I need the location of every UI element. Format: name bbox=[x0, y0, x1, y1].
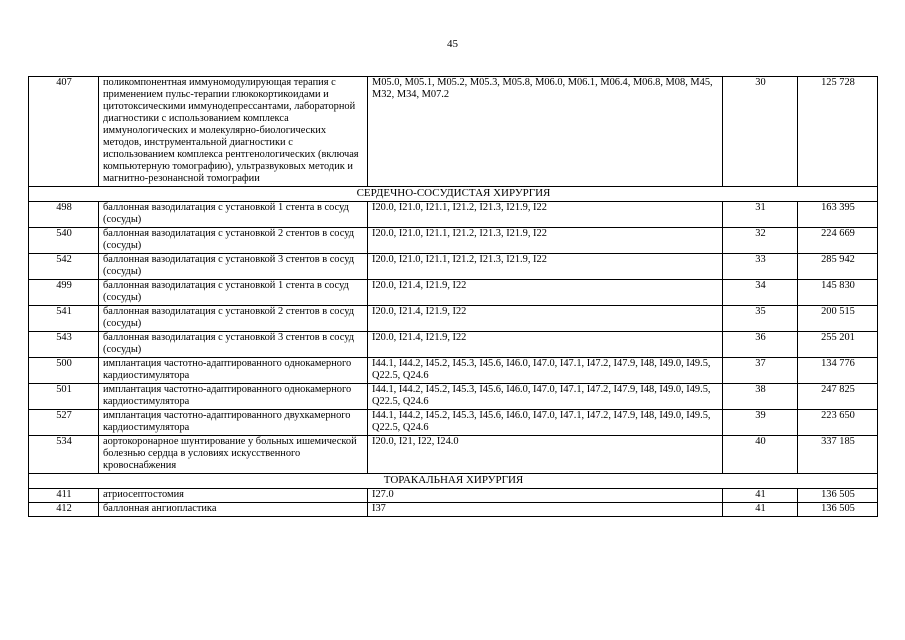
table-row bbox=[29, 332, 878, 358]
table-row bbox=[29, 384, 878, 410]
table-row bbox=[29, 436, 878, 474]
method-code-cell: 407 bbox=[29, 77, 99, 187]
price-cell: 145 830 bbox=[798, 280, 878, 306]
method-name-cell: атриосептостомия bbox=[99, 489, 368, 503]
price-cell: 125 728 bbox=[798, 77, 878, 187]
table-row bbox=[29, 254, 878, 280]
table-row bbox=[29, 503, 878, 517]
method-name-cell: баллонная вазодилатация с установкой 2 стентов в сосуд (сосуды) bbox=[99, 306, 368, 332]
group-number-cell: 30 bbox=[723, 77, 798, 187]
icd-codes-cell: I44.1, I44.2, I45.2, I45.3, I45.6, I46.0, I47.0, I47.1, I47.2, I47.9, I48, I49.0, I49.5, Q22.5, Q24.6 bbox=[368, 358, 723, 384]
price-cell: 200 515 bbox=[798, 306, 878, 332]
method-code-cell: 542 bbox=[29, 254, 99, 280]
method-code-cell: 500 bbox=[29, 358, 99, 384]
table-row bbox=[29, 358, 878, 384]
icd-codes-cell: I44.1, I44.2, I45.2, I45.3, I45.6, I46.0, I47.0, I47.1, I47.2, I47.9, I48, I49.0, I49.5, Q22.5, Q24.6 bbox=[368, 410, 723, 436]
price-cell: 224 669 bbox=[798, 228, 878, 254]
tariff-table bbox=[28, 76, 878, 517]
price-cell: 134 776 bbox=[798, 358, 878, 384]
group-number-cell: 41 bbox=[723, 503, 798, 517]
group-number-cell: 41 bbox=[723, 489, 798, 503]
table-row bbox=[29, 306, 878, 332]
section-row bbox=[29, 187, 878, 202]
method-code-cell: 499 bbox=[29, 280, 99, 306]
method-name-cell: имплантация частотно-адаптированного однокамерного кардиостимулятора bbox=[99, 358, 368, 384]
table-row bbox=[29, 202, 878, 228]
method-code-cell: 540 bbox=[29, 228, 99, 254]
method-code-cell: 412 bbox=[29, 503, 99, 517]
method-name-cell: баллонная ангиопластика bbox=[99, 503, 368, 517]
method-name-cell: баллонная вазодилатация с установкой 2 стентов в сосуд (сосуды) bbox=[99, 228, 368, 254]
section-row bbox=[29, 474, 878, 489]
price-cell: 337 185 bbox=[798, 436, 878, 474]
page-number: 45 bbox=[447, 38, 458, 50]
table-row bbox=[29, 489, 878, 503]
section-title: ТОРАКАЛЬНАЯ ХИРУРГИЯ bbox=[29, 474, 878, 489]
price-cell: 136 505 bbox=[798, 489, 878, 503]
group-number-cell: 35 bbox=[723, 306, 798, 332]
method-name-cell: поликомпонентная иммуномодулирующая терапия с применением пульс-терапии глюкокортикоидами и цитотоксическими иммунодепрессантами, лабораторной диагностики с использованием комплекса иммунологических и молекулярно-биологических методов, инструментальной диагностики с использованием комплекса рентгенологических (включая компьютерную томографию), ультразвуковых методик и магнитно-резонансной томографии bbox=[99, 77, 368, 187]
icd-codes-cell: I27.0 bbox=[368, 489, 723, 503]
table-row bbox=[29, 410, 878, 436]
icd-codes-cell: M05.0, M05.1, M05.2, M05.3, M05.8, M06.0, M06.1, M06.4, M06.8, M08, M45, M32, M34, M07.2 bbox=[368, 77, 723, 187]
group-number-cell: 40 bbox=[723, 436, 798, 474]
group-number-cell: 36 bbox=[723, 332, 798, 358]
icd-codes-cell: I20.0, I21.4, I21.9, I22 bbox=[368, 280, 723, 306]
icd-codes-cell: I20.0, I21.4, I21.9, I22 bbox=[368, 332, 723, 358]
price-cell: 223 650 bbox=[798, 410, 878, 436]
group-number-cell: 38 bbox=[723, 384, 798, 410]
method-name-cell: баллонная вазодилатация с установкой 3 стентов в сосуд (сосуды) bbox=[99, 254, 368, 280]
method-code-cell: 498 bbox=[29, 202, 99, 228]
method-name-cell: аортокоронарное шунтирование у больных ишемической болезнью сердца в условиях искусственного кровоснабжения bbox=[99, 436, 368, 474]
group-number-cell: 31 bbox=[723, 202, 798, 228]
price-cell: 247 825 bbox=[798, 384, 878, 410]
group-number-cell: 34 bbox=[723, 280, 798, 306]
method-code-cell: 527 bbox=[29, 410, 99, 436]
table-row bbox=[29, 228, 878, 254]
table-row bbox=[29, 280, 878, 306]
method-code-cell: 543 bbox=[29, 332, 99, 358]
icd-codes-cell: I20.0, I21.0, I21.1, I21.2, I21.3, I21.9, I22 bbox=[368, 228, 723, 254]
group-number-cell: 39 bbox=[723, 410, 798, 436]
icd-codes-cell: I44.1, I44.2, I45.2, I45.3, I45.6, I46.0, I47.0, I47.1, I47.2, I47.9, I48, I49.0, I49.5, Q22.5, Q24.6 bbox=[368, 384, 723, 410]
icd-codes-cell: I20.0, I21, I22, I24.0 bbox=[368, 436, 723, 474]
icd-codes-cell: I20.0, I21.0, I21.1, I21.2, I21.3, I21.9, I22 bbox=[368, 202, 723, 228]
icd-codes-cell: I37 bbox=[368, 503, 723, 517]
method-name-cell: баллонная вазодилатация с установкой 1 стента в сосуд (сосуды) bbox=[99, 280, 368, 306]
method-name-cell: баллонная вазодилатация с установкой 1 стента в сосуд (сосуды) bbox=[99, 202, 368, 228]
price-cell: 163 395 bbox=[798, 202, 878, 228]
price-cell: 285 942 bbox=[798, 254, 878, 280]
method-code-cell: 501 bbox=[29, 384, 99, 410]
group-number-cell: 33 bbox=[723, 254, 798, 280]
method-code-cell: 541 bbox=[29, 306, 99, 332]
method-name-cell: имплантация частотно-адаптированного однокамерного кардиостимулятора bbox=[99, 384, 368, 410]
method-name-cell: баллонная вазодилатация с установкой 3 стентов в сосуд (сосуды) bbox=[99, 332, 368, 358]
icd-codes-cell: I20.0, I21.4, I21.9, I22 bbox=[368, 306, 723, 332]
table-row bbox=[29, 77, 878, 187]
section-title: СЕРДЕЧНО-СОСУДИСТАЯ ХИРУРГИЯ bbox=[29, 187, 878, 202]
method-code-cell: 534 bbox=[29, 436, 99, 474]
icd-codes-cell: I20.0, I21.0, I21.1, I21.2, I21.3, I21.9, I22 bbox=[368, 254, 723, 280]
group-number-cell: 37 bbox=[723, 358, 798, 384]
price-cell: 136 505 bbox=[798, 503, 878, 517]
method-code-cell: 411 bbox=[29, 489, 99, 503]
group-number-cell: 32 bbox=[723, 228, 798, 254]
price-cell: 255 201 bbox=[798, 332, 878, 358]
method-name-cell: имплантация частотно-адаптированного двухкамерного кардиостимулятора bbox=[99, 410, 368, 436]
tariff-table-body bbox=[29, 77, 878, 517]
